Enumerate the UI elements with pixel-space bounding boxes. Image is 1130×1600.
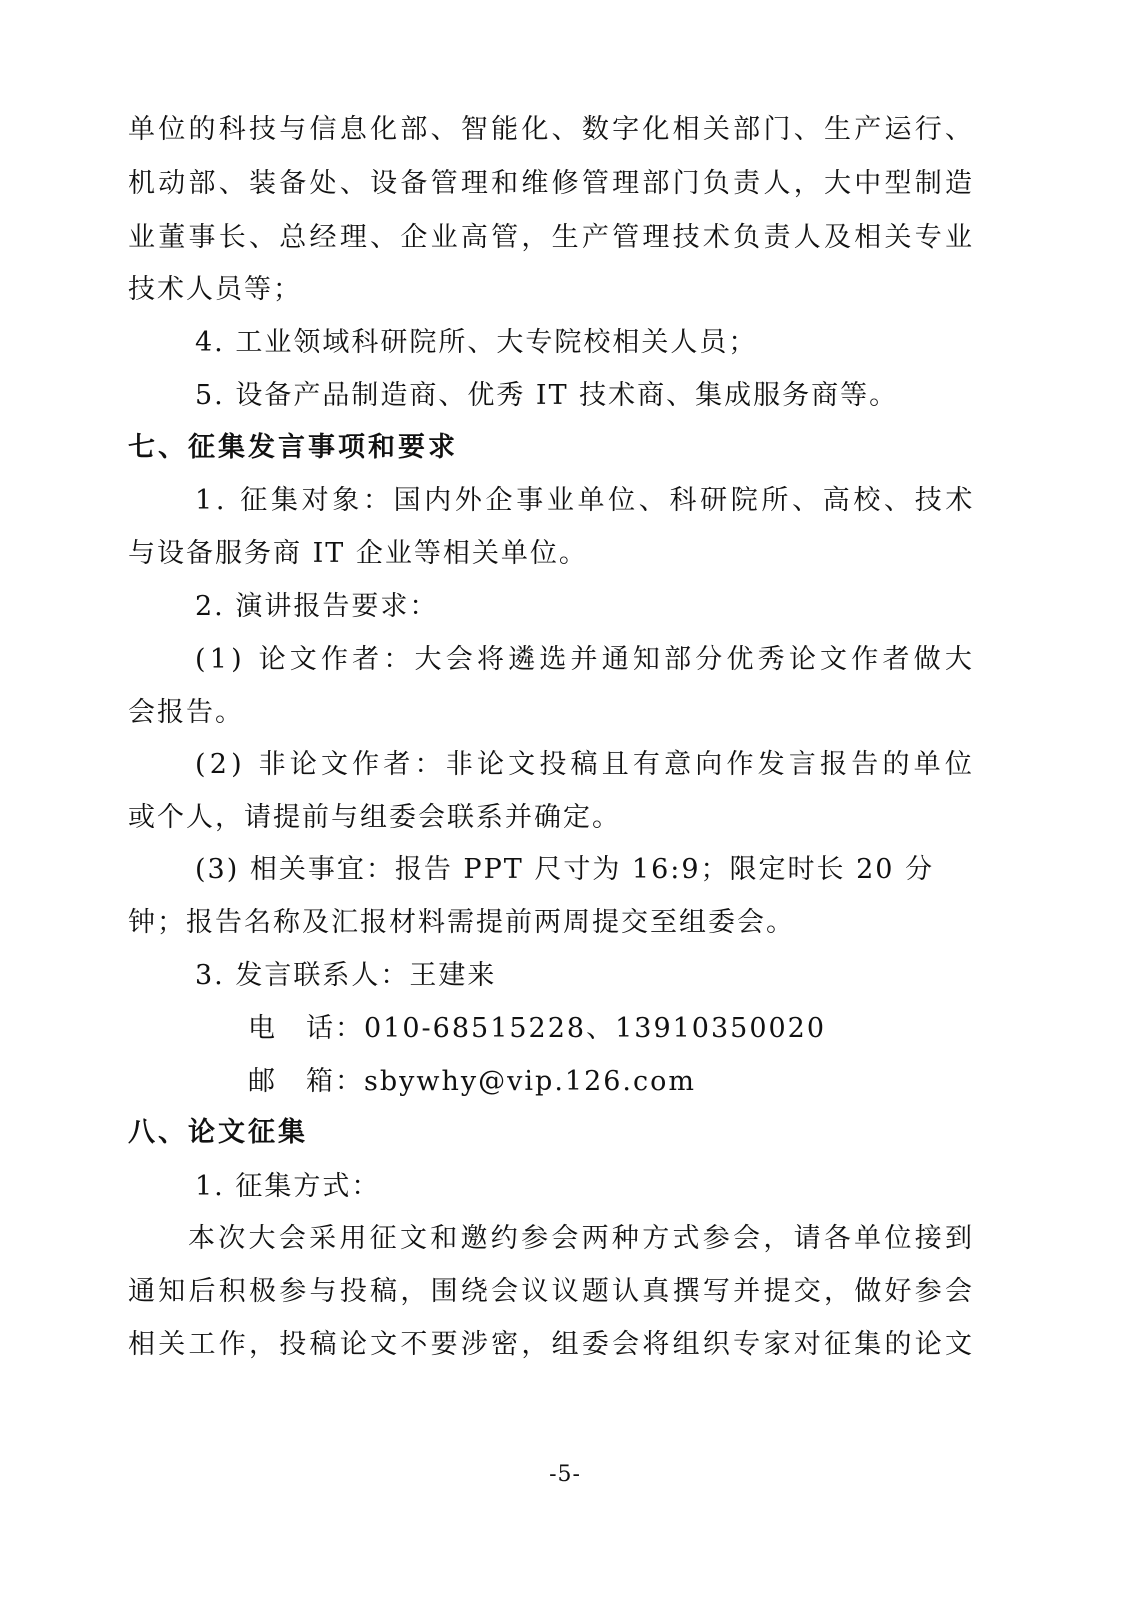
list-item: (3) 相关事宜：报告 PPT 尺寸为 16:9；限定时长 20 分 (195, 854, 935, 885)
section-heading: 八、论文征集 (128, 1117, 308, 1148)
text-line: 业董事长、总经理、企业高管，生产管理技术负责人及相关专业 (128, 222, 976, 253)
text-line: 通知后积极参与投稿，围绕会议议题认真撰写并提交，做好参会 (128, 1276, 976, 1307)
text-line: 技术人员等； (128, 274, 302, 305)
page-number: -5- (549, 1462, 581, 1487)
text-line: 会报告。 (128, 697, 244, 728)
list-item: 5. 设备产品制造商、优秀 IT 技术商、集成服务商等。 (195, 380, 899, 411)
text-line: 与设备服务商 IT 企业等相关单位。 (128, 538, 588, 569)
list-item: (1) 论文作者：大会将遴选并通知部分优秀论文作者做大 (195, 644, 977, 675)
list-item: 2. 演讲报告要求： (195, 591, 439, 622)
list-item: 4. 工业领域科研院所、大专院校相关人员； (195, 327, 758, 358)
list-item: (2) 非论文作者：非论文投稿且有意向作发言报告的单位 (195, 749, 977, 780)
list-item: 1. 征集方式： (195, 1171, 381, 1202)
section-heading: 七、征集发言事项和要求 (128, 432, 458, 463)
contact-person: 3. 发言联系人：王建来 (195, 960, 497, 991)
text-line: 钟；报告名称及汇报材料需提前两周提交至组委会。 (128, 907, 795, 938)
text-line: 本次大会采用征文和邀约参会两种方式参会，请各单位接到 (188, 1223, 976, 1254)
text-line: 机动部、装备处、设备管理和维修管理部门负责人，大中型制造 (128, 168, 976, 199)
contact-phone: 电 话：010-68515228、13910350020 (248, 1013, 827, 1044)
text-line: 相关工作，投稿论文不要涉密，组委会将组织专家对征集的论文 (128, 1329, 976, 1360)
text-line: 单位的科技与信息化部、智能化、数字化相关部门、生产运行、 (128, 114, 976, 145)
list-item: 1. 征集对象：国内外企事业单位、科研院所、高校、技术 (195, 485, 976, 516)
contact-email: 邮 箱：sbywhy@vip.126.com (248, 1066, 696, 1097)
text-line: 或个人，请提前与组委会联系并确定。 (128, 802, 621, 833)
